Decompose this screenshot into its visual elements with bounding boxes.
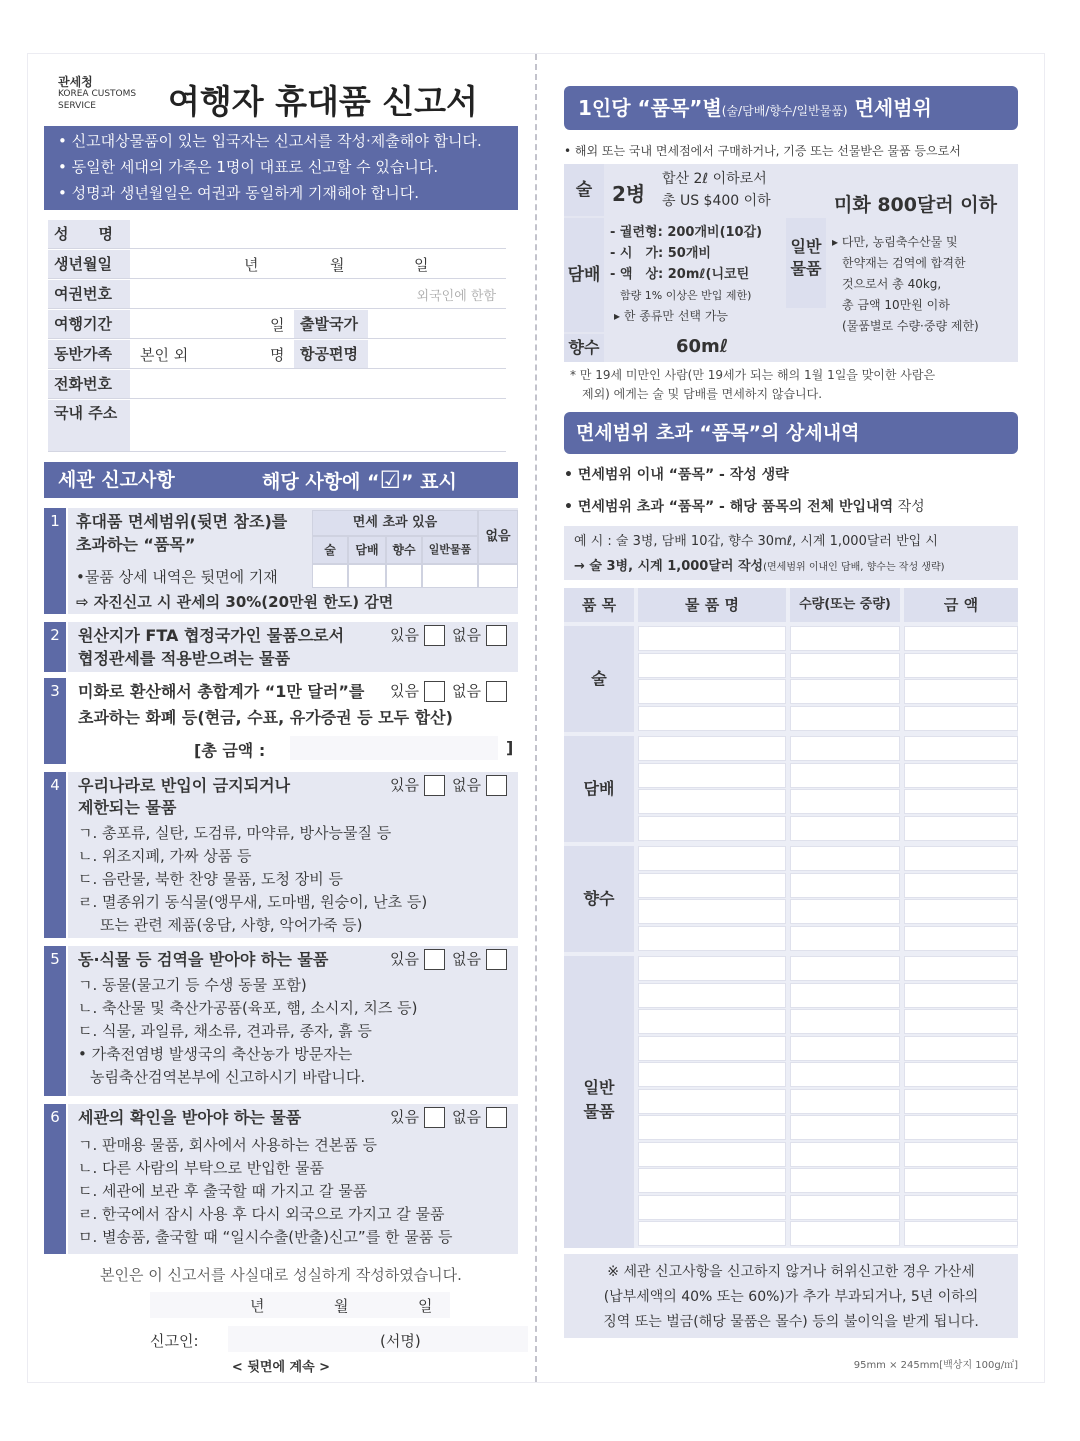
example-line-2b: (면세범위 이내인 담배, 향수는 작성 생략) [763, 562, 945, 573]
passport-label: 여권번호 [48, 280, 130, 308]
total-amount-label: [총 금액 : [194, 741, 266, 760]
list-item: ㄴ. 축산물 및 축산가공품(육포, 햄, 소시지, 치즈 등) [78, 999, 418, 1017]
list-item: - 액 상: 20mℓ(니코틴 [610, 267, 750, 282]
companions-label: 동반가족 [48, 340, 130, 368]
excess-table [312, 510, 518, 588]
warning-line-2: (납부세액의 40% 또는 60%)가 추가 부과되거나, 5년 이하의 [603, 1289, 979, 1305]
excess-header: 면세 초과 있음 [312, 510, 478, 536]
section-2-no-checkbox[interactable] [486, 625, 507, 646]
general-label [786, 218, 826, 308]
sign-statement: 본인은 이 신고서를 사실대로 성실하게 작성하였습니다. [100, 1266, 462, 1284]
companions-value: 본인 외 [140, 346, 189, 364]
general-notes [832, 232, 979, 337]
allowance-header [564, 86, 1018, 130]
row-label-liquor: 술 [564, 626, 634, 732]
detail-entry-cell[interactable] [790, 626, 900, 651]
detail-entry-cell[interactable] [790, 983, 900, 1008]
detail-entry-cell[interactable] [790, 1142, 900, 1167]
agency-en-1: KOREA CUSTOMS [58, 89, 137, 99]
detail-entry-cell[interactable] [790, 1062, 900, 1087]
section-6-yes-checkbox[interactable] [424, 1107, 445, 1128]
age-footnote-1: * 만 19세 미만인 사람(만 19세가 되는 해의 1월 1일을 맞이한 사람은 [570, 368, 936, 382]
section-6-no: 없음 [452, 1106, 507, 1128]
list-item: ㅁ. 별송품, 출국할 때 “일시수출(반출)신고”를 한 물품 등 [78, 1228, 453, 1246]
passport-hint: 외국인에 한함 [416, 289, 496, 304]
section-5-no: 없음 [452, 948, 507, 970]
detail-entry-cell[interactable] [638, 873, 786, 898]
detail-entry-cell[interactable] [790, 1089, 900, 1114]
detail-entry-cell[interactable] [904, 706, 1018, 731]
notice-line: • 신고대상물품이 있는 입국자는 신고서를 작성·제출해야 합니다. [58, 132, 482, 150]
list-item: 한약재는 검역에 합격한 [842, 256, 966, 270]
row-label-perfume: 향수 [564, 846, 634, 952]
liquor-note-1: 합산 2ℓ 이하로서 [662, 171, 767, 187]
usd-800-limit: 미화 800달러 이하 [834, 194, 998, 216]
continue-note: < 뒷면에 계속 > [231, 1360, 331, 1375]
list-item: ㄴ. 위조지폐, 가짜 상품 등 [78, 847, 252, 865]
notice-line: • 동일한 세대의 가족은 1명이 대표로 신고할 수 있습니다. [58, 158, 439, 176]
col-liquor: 술 [312, 536, 348, 564]
th-category: 품 목 [564, 588, 634, 622]
detail-entry-cell[interactable] [904, 653, 1018, 678]
notice-box [44, 126, 518, 210]
period-day-label: 일 [270, 316, 285, 334]
period-label: 여행기간 [48, 310, 130, 338]
detail-entry-cell[interactable] [638, 706, 786, 731]
section-5-yes: 있음 [390, 948, 445, 970]
flight-label: 항공편명 [294, 340, 368, 368]
section-1-number: 1 [44, 508, 66, 614]
detail-entry-cell[interactable] [638, 1009, 786, 1034]
example-line-2a: → 술 3병, 시계 1,000달러 작성 [574, 559, 764, 574]
warning-box [564, 1254, 1018, 1338]
section-6-no-checkbox[interactable] [486, 1107, 507, 1128]
list-item: 농림축산검역본부에 신고하시기 바랍니다. [90, 1068, 366, 1086]
list-item: ▸ 한 종류만 선택 가능 [614, 309, 729, 323]
sign-year: 년 [250, 1297, 265, 1315]
detail-rule-2a: • 면세범위 초과 “품목” - 해당 품목의 [564, 499, 808, 515]
mark-pre: 해당 사항에 “ [262, 471, 380, 493]
detail-entry-cell[interactable] [904, 926, 1018, 951]
example-line-2 [574, 553, 1008, 579]
agency-ko: 관세청 [58, 75, 93, 89]
detail-entry-cell[interactable] [790, 873, 900, 898]
mark-instruction [262, 462, 457, 500]
agency-en-2: SERVICE [58, 101, 96, 111]
phone-label: 전화번호 [48, 370, 130, 398]
liquor-note-2: 총 US $400 이하 [662, 193, 771, 209]
list-item: ▸ 다만, 농림축수산물 및 [832, 235, 958, 249]
section-1-title-2: 초과하는 “품목” [76, 535, 196, 554]
detail-entry-cell[interactable] [904, 1142, 1018, 1167]
detail-entry-cell[interactable] [638, 1062, 786, 1087]
age-footnote [570, 366, 935, 404]
list-item: ㄱ. 판매용 물품, 회사에서 사용하는 견본품 등 [78, 1136, 377, 1154]
detail-entry-cell[interactable] [790, 706, 900, 731]
section-2-yes: 있음 [390, 624, 445, 646]
detail-entry-cell[interactable] [904, 1195, 1018, 1220]
tobacco-list [610, 222, 762, 327]
paper-spec: 95mm × 245mm[백상지 100g/㎡] [853, 1360, 1018, 1371]
th-item-name: 물 품 명 [638, 588, 786, 622]
section-3-title-1: 미화로 환산해서 총합계가 “1만 달러”를 [78, 682, 365, 701]
detail-entry-cell[interactable] [904, 1089, 1018, 1114]
detail-entry-cell[interactable] [790, 1168, 900, 1193]
detail-entry-cell[interactable] [904, 789, 1018, 814]
passport-row [48, 280, 506, 309]
detail-entry-cell[interactable] [790, 736, 900, 761]
detail-entry-cell[interactable] [790, 956, 900, 981]
detail-entry-cell[interactable] [904, 1168, 1018, 1193]
section-4-title-2: 제한되는 물품 [78, 798, 177, 817]
detail-entry-cell[interactable] [638, 626, 786, 651]
allowance-intro: • 해외 또는 국내 면세점에서 구매하거나, 기증 또는 선물받은 물품 등으로서 [564, 144, 961, 158]
section-4-yes-checkbox[interactable] [424, 775, 445, 796]
warning-line-1: ※ 세관 신고사항을 신고하지 않거나 허위신고한 경우 가산세 [607, 1264, 975, 1280]
detail-entry-cell[interactable] [904, 626, 1018, 651]
liquor-qty: 2병 [612, 182, 646, 206]
list-item: • 가축전염병 발생국의 축산농가 방문자는 [78, 1045, 353, 1063]
detail-entry-cell[interactable] [638, 1036, 786, 1061]
section-5-title: 동·식물 등 검역을 받아야 하는 물품 [78, 950, 329, 969]
section-3-no-checkbox[interactable] [486, 681, 507, 702]
companions-row [48, 340, 506, 369]
liquor-note [662, 168, 771, 212]
age-footnote-2: 제외) 에게는 술 및 담배를 면세하지 않습니다. [582, 387, 823, 401]
list-item: ㄹ. 한국에서 잠시 사용 후 다시 외국으로 가지고 갈 물품 [78, 1205, 445, 1223]
general-label-a: 일반 [790, 237, 822, 256]
detail-header: 면세범위 초과 “품목”의 상세내역 [564, 412, 1018, 454]
section-3-no: 없음 [452, 680, 507, 702]
section-2-yes-checkbox[interactable] [424, 625, 445, 646]
detail-entry-cell[interactable] [790, 899, 900, 924]
detail-entry-cell[interactable] [638, 983, 786, 1008]
list-item: 총 금액 10만원 이하 [842, 298, 950, 312]
allowance-title-b: (술/담배/향수/일반물품) [721, 104, 848, 118]
year-label: 년 [244, 256, 259, 274]
th-quantity: 수량(또는 중량) [790, 588, 900, 622]
section-6-number: 6 [44, 1104, 66, 1254]
row-label-tobacco: 담배 [564, 736, 634, 842]
phone-row [48, 370, 506, 399]
section-5-no-checkbox[interactable] [486, 949, 507, 970]
section-4-list [78, 822, 427, 937]
liquor-label: 술 [564, 164, 604, 216]
detail-entry-cell[interactable] [638, 736, 786, 761]
departure-label: 출발국가 [294, 310, 368, 338]
list-item: 함량 1% 이상은 반입 제한) [620, 289, 752, 302]
detail-entry-cell[interactable] [638, 1221, 786, 1246]
section-6-list [78, 1134, 452, 1249]
detail-entry-cell[interactable] [790, 1195, 900, 1220]
name-field[interactable] [132, 220, 506, 248]
warning-line-3: 징역 또는 벌금(해당 물품은 몰수) 등의 불이익을 받게 됩니다. [603, 1314, 979, 1330]
detail-entry-cell[interactable] [638, 899, 786, 924]
total-amount-close: ] [506, 738, 514, 757]
section-1-note: •물품 상세 내역은 뒷면에 기재 [76, 568, 278, 586]
detail-entry-cell[interactable] [904, 1221, 1018, 1246]
mark-post: ” 표시 [401, 471, 457, 493]
sign-month: 월 [334, 1297, 349, 1315]
detail-entry-cell[interactable] [904, 873, 1018, 898]
allowance-title-c: 면세범위 [847, 96, 932, 120]
list-item: ㄷ. 세관에 보관 후 출국할 때 가지고 갈 물품 [78, 1182, 368, 1200]
detail-entry-cell[interactable] [904, 983, 1018, 1008]
checkmark-icon: ☑ [379, 466, 402, 494]
section-5-list [78, 974, 417, 1089]
section-3-number: 3 [44, 678, 66, 764]
list-item: ㄷ. 식물, 과일류, 채소류, 견과류, 종자, 흙 등 [78, 1022, 372, 1040]
th-amount: 금 액 [904, 588, 1018, 622]
detail-entry-cell[interactable] [638, 679, 786, 704]
notice-line: • 성명과 생년월일은 여권과 동일하게 기재해야 합니다. [58, 184, 420, 202]
detail-entry-cell[interactable] [790, 679, 900, 704]
section-5-number: 5 [44, 946, 66, 1096]
total-amount-field[interactable] [290, 736, 498, 760]
detail-entry-cell[interactable] [790, 846, 900, 871]
address-label: 국내 주소 [48, 400, 130, 451]
section-4-number: 4 [44, 772, 66, 938]
signature-field[interactable] [228, 1326, 528, 1352]
section-1-title-1: 휴대품 면세범위(뒷면 참조)를 [76, 512, 288, 531]
signature-label: (서명) [380, 1332, 421, 1350]
col-perfume: 향수 [386, 536, 422, 564]
detail-entry-cell[interactable] [790, 763, 900, 788]
detail-entry-cell[interactable] [638, 653, 786, 678]
detail-rule-1: • 면세범위 이내 “품목” - 작성 생략 [564, 467, 789, 483]
detail-entry-cell[interactable] [904, 1062, 1018, 1087]
section-4-title-1: 우리나라로 반입이 금지되거나 [78, 776, 291, 795]
section-3-yes-checkbox[interactable] [424, 681, 445, 702]
detail-entry-cell[interactable] [790, 816, 900, 841]
sign-day: 일 [418, 1297, 433, 1315]
col-general: 일반물품 [422, 536, 478, 564]
detail-entry-cell[interactable] [638, 1142, 786, 1167]
section-1-benefit: ⇨ 자진신고 시 관세의 30%(20만원 한도) 감면 [76, 593, 394, 611]
list-item: ㄴ. 다른 사람의 부탁으로 반입한 물품 [78, 1159, 324, 1177]
none-checkbox[interactable] [478, 564, 518, 588]
row-label-general: 일반 물품 [564, 956, 634, 1248]
detail-rule-2b: 전체 반입내역 [807, 499, 894, 515]
detail-entry-cell[interactable] [638, 1089, 786, 1114]
detail-entry-cell[interactable] [790, 1009, 900, 1034]
detail-entry-cell[interactable] [790, 1036, 900, 1061]
name-label: 성 명 [48, 220, 130, 248]
section-3-yes: 있음 [390, 680, 445, 702]
detail-entry-cell[interactable] [790, 1221, 900, 1246]
detail-entry-cell[interactable] [638, 789, 786, 814]
tobacco-label: 담배 [564, 218, 604, 332]
birth-row [48, 250, 506, 279]
detail-entry-cell[interactable] [904, 763, 1018, 788]
page-title: 여행자 휴대품 신고서 [168, 82, 478, 121]
detail-entry-cell[interactable] [638, 1115, 786, 1140]
detail-entry-cell[interactable] [904, 846, 1018, 871]
example-line-1: 예 시 : 술 3병, 담배 10갑, 향수 30mℓ, 시계 1,000달러 반입 시 [574, 534, 938, 549]
section-4-no-checkbox[interactable] [486, 775, 507, 796]
declarant-label: 신고인: [150, 1332, 199, 1350]
day-label: 일 [414, 256, 429, 274]
detail-entry-cell[interactable] [638, 763, 786, 788]
list-item: (물품별로 수량·중량 제한) [842, 319, 979, 333]
list-item: ㄷ. 음란물, 북한 찬양 물품, 도청 장비 등 [78, 870, 344, 888]
section-6-yes: 있음 [390, 1106, 445, 1128]
detail-rule-2c: 작성 [893, 499, 925, 515]
detail-entry-cell[interactable] [790, 653, 900, 678]
detail-entry-cell[interactable] [638, 956, 786, 981]
detail-entry-cell[interactable] [790, 926, 900, 951]
detail-entry-cell[interactable] [638, 846, 786, 871]
detail-entry-cell[interactable] [904, 1036, 1018, 1061]
month-label: 월 [330, 256, 345, 274]
general-label-b: 물품 [790, 259, 822, 278]
detail-entry-cell[interactable] [904, 679, 1018, 704]
allowance-title-a: 1인당 “품목”별 [578, 96, 722, 120]
detail-entry-cell[interactable] [904, 736, 1018, 761]
section-5-yes-checkbox[interactable] [424, 949, 445, 970]
list-item: ㄱ. 동물(물고기 등 수생 동물 포함) [78, 976, 307, 994]
declaration-title: 세관 신고사항 [58, 469, 175, 491]
period-row [48, 310, 506, 339]
detail-entry-cell[interactable] [638, 816, 786, 841]
fold-line [535, 54, 537, 1382]
perfume-checkbox[interactable] [386, 564, 422, 588]
section-4-yes: 있음 [390, 774, 445, 796]
detail-rule-2 [564, 496, 925, 516]
section-3-title-2: 초과하는 화폐 등(현금, 수표, 유가증권 등 모두 합산) [78, 708, 453, 727]
detail-entry-cell[interactable] [638, 1195, 786, 1220]
companions-unit: 명 [270, 346, 285, 364]
section-2-number: 2 [44, 622, 66, 672]
detail-entry-cell[interactable] [904, 956, 1018, 981]
example-box [564, 526, 1018, 580]
detail-entry-cell[interactable] [790, 789, 900, 814]
detail-entry-cell[interactable] [904, 1009, 1018, 1034]
list-item: - 시 가: 50개비 [610, 246, 711, 261]
birth-label: 생년월일 [48, 250, 130, 278]
section-4-no: 없음 [452, 774, 507, 796]
section-6-title: 세관의 확인을 받아야 하는 물품 [78, 1108, 302, 1127]
detail-entry-cell[interactable] [904, 1115, 1018, 1140]
name-row [48, 220, 506, 249]
tobacco-checkbox[interactable] [348, 564, 386, 588]
declaration-header [44, 462, 518, 498]
section-2-title-1: 원산지가 FTA 협정국가인 물품으로서 [78, 626, 345, 645]
perfume-label: 향수 [564, 334, 604, 362]
none-header: 없음 [478, 510, 518, 564]
detail-entry-cell[interactable] [790, 1115, 900, 1140]
list-item: ㄹ. 멸종위기 동식물(앵무새, 도마뱀, 원숭이, 난초 등) [78, 893, 428, 911]
address-row [48, 400, 506, 452]
detail-entry-cell[interactable] [904, 816, 1018, 841]
general-checkbox[interactable] [422, 564, 478, 588]
list-item: ㄱ. 총포류, 실탄, 도검류, 마약류, 방사능물질 등 [78, 824, 392, 842]
col-tobacco: 담배 [348, 536, 386, 564]
section-2-no: 없음 [452, 624, 507, 646]
detail-entry-cell[interactable] [904, 899, 1018, 924]
list-item: 것으로서 총 40kg, [842, 277, 942, 291]
perfume-qty: 60mℓ [676, 336, 729, 357]
liquor-checkbox[interactable] [312, 564, 348, 588]
section-2-title-2: 협정관세를 적용받으려는 물품 [78, 649, 291, 668]
detail-entry-cell[interactable] [638, 1168, 786, 1193]
list-item: 또는 관련 제품(웅담, 사향, 악어가죽 등) [100, 916, 363, 934]
list-item: - 궐련형: 200개비(10갑) [610, 225, 763, 240]
agency-logo [58, 76, 158, 112]
detail-entry-cell[interactable] [638, 926, 786, 951]
sign-date-field[interactable] [150, 1292, 450, 1318]
